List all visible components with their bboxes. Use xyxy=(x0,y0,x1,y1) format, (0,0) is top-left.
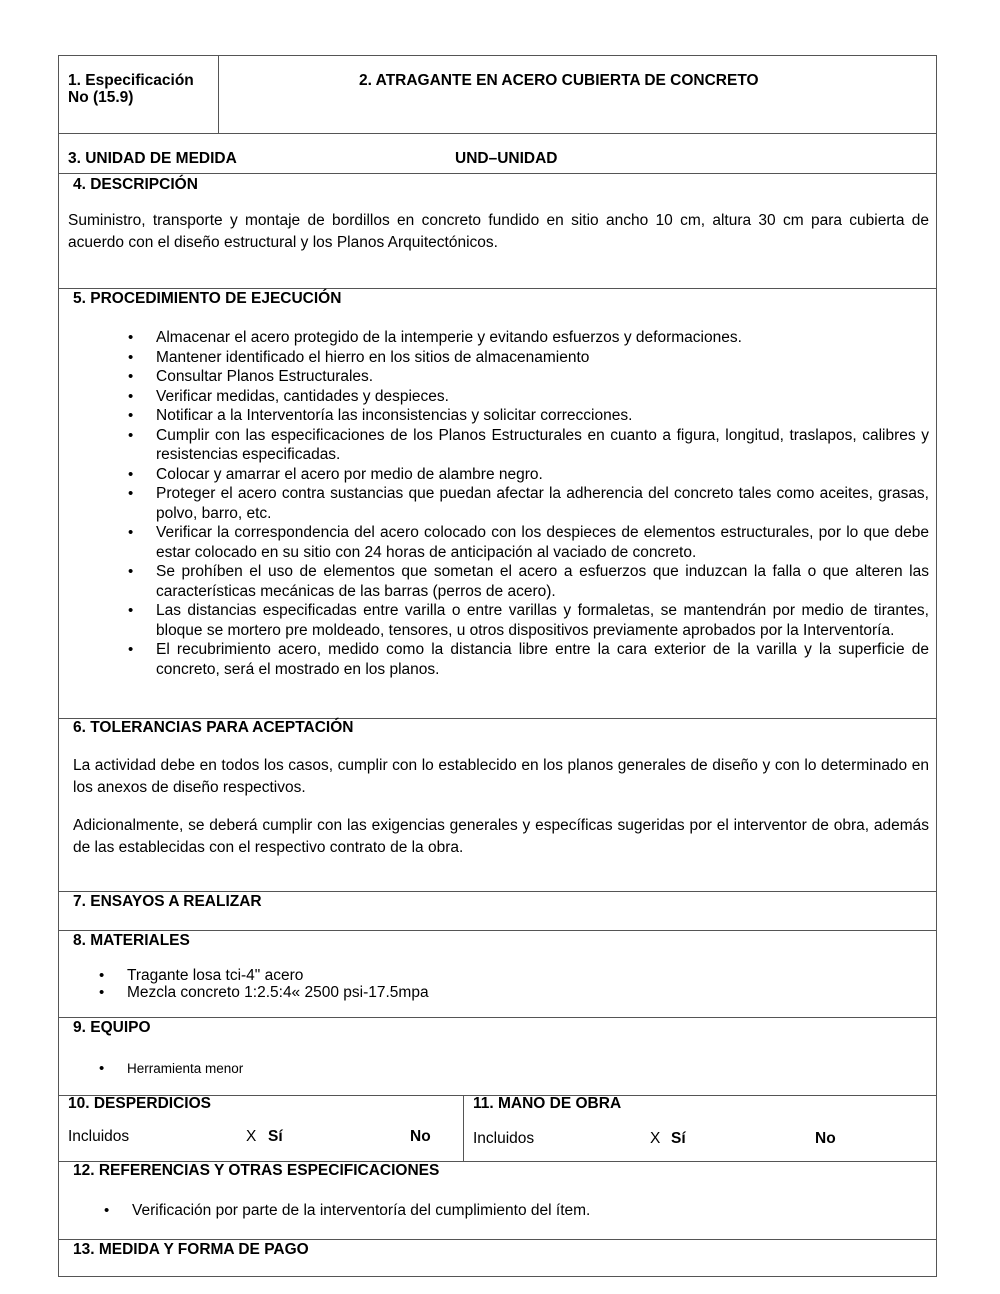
procedure-list xyxy=(156,328,929,679)
section-heading-desperdicios: 10. DESPERDICIOS xyxy=(68,1095,211,1112)
list-item: • Tragante losa tci-4" acero xyxy=(127,967,827,984)
labor-included-label: Incluidos xyxy=(473,1130,535,1147)
list-item: • Mantener identificado el hierro en los sitios de almacenamiento xyxy=(156,348,929,368)
divider xyxy=(59,1239,936,1240)
section-heading-equipo: 9. EQUIPO xyxy=(73,1019,151,1036)
list-item: • Colocar y amarrar el acero por medio de alambre negro. xyxy=(156,465,929,485)
section-heading-materiales: 8. MATERIALES xyxy=(73,932,190,949)
section-heading-ensayos: 7. ENSAYOS A REALIZAR xyxy=(73,893,262,910)
section-heading-descripcion: 4. DESCRIPCIÓN xyxy=(73,176,198,193)
unit-label: 3. UNIDAD DE MEDIDA xyxy=(68,150,237,167)
divider xyxy=(59,133,936,134)
waste-yes-option: Sí xyxy=(268,1128,283,1145)
list-item: • Notificar a la Interventoría las inconsistencias y solicitar correcciones. xyxy=(156,406,929,426)
section-heading-referencias: 12. REFERENCIAS Y OTRAS ESPECIFICACIONES xyxy=(73,1162,440,1179)
labor-yes-option: Sí xyxy=(671,1130,686,1147)
list-item: • Almacenar el acero protegido de la intemperie y evitando esfuerzos y deformaciones. xyxy=(156,328,929,348)
description-text: Suministro, transporte y montaje de bordillos en concreto fundido en sitio ancho 10 cm, altura 30 cm para cubierta de acuerdo con el diseño estructural y los Planos Arquitectónicos. xyxy=(68,212,929,251)
list-item: • Mezcla concreto 1:2.5:4« 2500 psi-17.5mpa xyxy=(127,984,827,1001)
list-item: • Las distancias especificadas entre varilla o entre varillas y formaletas, se mantendrán por medio de tirantes, bloque se mortero pre moldeado, tensores, u otros dispositivos previamente aprobados por la Interventoría. xyxy=(156,601,929,640)
divider xyxy=(59,891,936,892)
labor-check-mark: X xyxy=(650,1130,661,1147)
tolerance-paragraph-1: La actividad debe en todos los casos, cumplir con lo establecido en los planos generales de diseño y con lo determinado en los anexos de diseño respectivos. xyxy=(73,757,929,796)
spec-label: 1. Especificación xyxy=(68,72,194,89)
references-list xyxy=(132,1201,892,1221)
list-item: • Verificación por parte de la interventoría del cumplimiento del ítem. xyxy=(132,1201,892,1221)
waste-check-mark: X xyxy=(246,1128,257,1145)
equipment-list xyxy=(127,1059,827,1079)
divider xyxy=(218,56,219,133)
list-item: • Verificar medidas, cantidades y despieces. xyxy=(156,387,929,407)
section-heading-mano-de-obra: 11. MANO DE OBRA xyxy=(473,1095,622,1112)
list-item: • Proteger el acero contra sustancias que puedan afectar la adherencia del concreto tales como aceites, grasas, polvo, barro, etc. xyxy=(156,484,929,523)
section-heading-medida: 13. MEDIDA Y FORMA DE PAGO xyxy=(73,1241,309,1258)
list-item: • Verificar la correspondencia del acero colocado con los despieces de elementos estructurales, por lo que debe estar colocado en su sitio con 24 horas de anticipación al vaciado de concreto. xyxy=(156,523,929,562)
section-heading-procedimiento: 5. PROCEDIMIENTO DE EJECUCIÓN xyxy=(73,290,342,307)
section-heading-tolerancias: 6. TOLERANCIAS PARA ACEPTACIÓN xyxy=(73,719,354,736)
list-item: • Cumplir con las especificaciones de los Planos Estructurales en cuanto a figura, longitud, traslapos, calibres y resistencias especificadas. xyxy=(156,426,929,465)
divider xyxy=(59,173,936,174)
list-item: • Consultar Planos Estructurales. xyxy=(156,367,929,387)
divider xyxy=(59,288,936,289)
tolerance-paragraph-2: Adicionalmente, se deberá cumplir con las exigencias generales y específicas sugeridas por el interventor de obra, además de las establecidas con el respectivo contrato de la obra. xyxy=(73,817,929,856)
spec-number: No (15.9) xyxy=(68,89,134,106)
spec-title: 2. ATRAGANTE EN ACERO CUBIERTA DE CONCRETO xyxy=(359,72,759,89)
list-item: • Herramienta menor xyxy=(127,1059,827,1079)
unit-value: UND–UNIDAD xyxy=(455,150,558,167)
waste-included-label: Incluidos xyxy=(68,1128,130,1145)
divider xyxy=(463,1095,464,1161)
divider xyxy=(59,1017,936,1018)
waste-no-option: No xyxy=(410,1128,431,1145)
list-item: • El recubrimiento acero, medido como la distancia libre entre la cara exterior de la varilla y la superficie de concreto, será el mostrado en los planos. xyxy=(156,640,929,679)
labor-no-option: No xyxy=(815,1130,836,1147)
divider xyxy=(59,930,936,931)
list-item: • Se prohíben el uso de elementos que sometan el acero a esfuerzos que induzcan la falla o que alteren las características mecánicas de las barras (perros de acero). xyxy=(156,562,929,601)
materials-list xyxy=(127,967,827,1001)
specification-form xyxy=(58,55,937,1277)
